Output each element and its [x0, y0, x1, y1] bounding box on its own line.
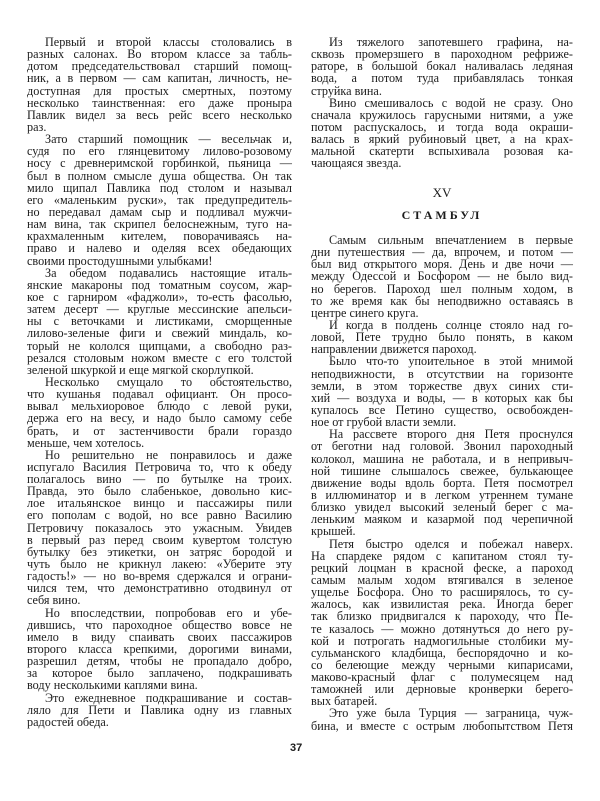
text-line: нам вина, так скрипел белоснежным, туго на-: [27, 217, 292, 232]
text-line: право и налево и оделяя всех обедающих: [27, 241, 292, 256]
text-line: зеленой шкуркой и еще мягкой скорлупкой.: [27, 362, 254, 377]
text-line: неподвижности, в отсутствии на горизонте: [311, 366, 573, 381]
text-line: Из тяжелого запотевшего графина, на-: [329, 35, 573, 49]
text-line: Самым сильным впечатлением в первые: [329, 233, 573, 247]
text-line: На рассвете второго дня Петя проснулся: [329, 427, 573, 442]
text-line: вывал мельхиоровое блюдо с левой руки,: [27, 399, 292, 414]
text-line: Правда, это было слабенькое, довольно кис-: [27, 484, 292, 499]
paragraph: [27, 607, 292, 692]
text-line: ник, а в первом — сам капитан, личность, не-: [27, 71, 292, 86]
text-line: Петя быстро оделся и побежал наверх.: [329, 536, 573, 551]
text-line: Павлик видел за весь рейс всего несколько: [27, 107, 292, 122]
text-line: колокол, машина не работала, и в непривыч-: [311, 451, 573, 466]
text-line: за которое было заплачено, подкрашивать: [27, 666, 292, 681]
text-line: близко увидел высокий зеленый берег с ма-: [311, 500, 573, 515]
text-line: его пополам с водой, но все равно Василию: [27, 508, 292, 523]
text-line: ное от грубой власти земли.: [311, 415, 457, 430]
text-line: дившись, что пароходное общество вовсе не: [27, 617, 292, 632]
text-line: хий — воздуха и воды, — в которых как бы: [311, 390, 573, 405]
text-line: дотом председательствовал старший помощ-: [27, 59, 292, 74]
paragraph: [311, 36, 573, 97]
text-line: испугало Василия Петровича то, что к обеду: [27, 459, 292, 474]
text-line: раторе, в большой бокал наливалась ледяная: [311, 59, 573, 74]
text-line: За обедом подавались настоящие италь-: [45, 265, 292, 280]
text-line: лое итальянское винцо и пассажиры пили: [27, 496, 292, 511]
text-line: таможней или дерновые кронверки берего-: [311, 682, 573, 697]
text-line: самым малым ходом втягивался в зеленое: [311, 572, 573, 587]
text-line: вых батарей.: [311, 694, 378, 709]
text-line: раз.: [27, 119, 47, 134]
text-line: торый не кололся щипцами, а свободно раз-: [27, 338, 292, 353]
text-line: земли, в этом торжестве двух синих сти-: [311, 378, 573, 393]
text-line: ной тишине слышалось свежее, булькающее: [311, 463, 573, 478]
paragraph: [27, 376, 292, 449]
text-line: своими простодушными улыбками!: [27, 253, 213, 268]
text-line: что кушанья подавал официант. Он просо-: [27, 387, 292, 402]
text-line: судя по его глянцевитому лилово-розовому: [27, 144, 292, 159]
paragraph: [27, 267, 292, 376]
text-line: купалось все Петино существо, освобожден-: [311, 402, 573, 417]
text-line: между Одессой и Босфором — не было вид-: [311, 269, 573, 284]
text-line: сквозь промерзшего в пароходном рефриже-: [311, 47, 573, 62]
text-line: бутылку без этикетки, он затряс бородой и: [27, 544, 292, 559]
paragraph: [311, 319, 573, 355]
right-column-top: [311, 36, 573, 170]
text-line: резался столовым ножом вместе с его толстой: [27, 350, 292, 365]
text-line: Это ежедневное подкрашивание и состав-: [45, 690, 292, 705]
text-line: Зато старший помощник — весельчак и,: [45, 132, 292, 147]
text-line: чающаяся звезда.: [311, 156, 402, 171]
text-line: вода, а потом туда прибавлялась тонкая: [311, 71, 573, 86]
text-line: разрешил детям, чтобы не пропадало добро,: [27, 654, 292, 669]
text-line: гадость!» — но во-время сдержался и ограни-: [27, 569, 292, 584]
text-line: мило щипал Павлика под столом и называл: [27, 180, 292, 195]
text-line: направлении движется пароход.: [311, 342, 477, 357]
paragraph: [27, 36, 292, 133]
paragraph: [27, 692, 292, 728]
left-column: [27, 36, 292, 728]
paragraph: [311, 707, 573, 731]
text-line: воду несколькими каплями вина.: [27, 678, 198, 693]
text-line: сначала кружилось гарусными нитями, а уже: [311, 107, 573, 122]
text-line: второго класса крепкими, дорогими винами,: [27, 642, 292, 657]
text-line: бина, и вместе с острым любопытством Петя: [311, 718, 573, 733]
text-line: маково-красный флаг с полумесяцем над: [311, 670, 573, 685]
text-line: затем десерт — круглые мессинские апельси-: [27, 302, 292, 317]
text-line: янские макароны под томатным соусом, жар-: [27, 277, 292, 292]
text-line: радостей обеда.: [27, 714, 109, 729]
text-line: леньким маяком и казармой под черепичной: [311, 512, 573, 527]
paragraph: [311, 428, 573, 537]
text-line: Несколько смущало то обстоятельство,: [45, 374, 292, 389]
text-line: Это уже была Турция — заграница, чуж-: [329, 706, 573, 721]
text-line: На спардеке рядом с капитаном стоял ту-: [311, 548, 573, 563]
text-line: Вино смешивалось с водой не сразу. Оно: [329, 95, 573, 110]
text-line: но берегов. Пароход шел полным ходом, в: [311, 281, 573, 296]
text-line: крахмаленным кителем, поворачиваясь на-: [27, 229, 292, 244]
text-line: ляло для Пети и Павлика одну из главных: [27, 702, 292, 717]
text-line: кое с гарниром «фаджоли», то-есть фасолью,: [27, 289, 292, 304]
text-line: струйка вина.: [311, 83, 382, 98]
text-line: со белеющие между черными кипарисами,: [311, 657, 573, 672]
text-line: в первый раз перед своим кувертом толстую: [27, 532, 292, 547]
paragraph: [311, 355, 573, 428]
right-column-bottom: [311, 234, 573, 732]
text-line: рецкий лоцман в красной феске, а пароход: [311, 560, 573, 575]
text-line: жалось, как извилистая река. Иногда берег: [311, 597, 573, 612]
text-line: разных салонах. Во втором классе за табль-: [27, 47, 292, 62]
text-line: ны с веточками и листиками, сморщенные: [27, 314, 292, 329]
text-line: крышей.: [311, 524, 356, 539]
text-line: так близко придвигался к пароходу, что Пе-: [311, 609, 573, 624]
text-line: от беготни над головой. Звонил пароходный: [311, 439, 573, 454]
text-line: И когда в полдень солнце стояло над го-: [329, 317, 573, 332]
paragraph: [27, 133, 292, 267]
text-line: носу с древнеримской горбинкой, пьяница —: [27, 156, 292, 171]
chapter-title: СТАМБУЛ: [401, 208, 483, 222]
text-line: сульманского кладбища, беспорядочно и ко-: [311, 645, 573, 660]
paragraph: [311, 538, 573, 708]
text-line: валась в яркий рубиновый цвет, а на крах-: [311, 132, 573, 147]
text-line: Было что-то упоительное в этой мнимой: [329, 354, 573, 369]
text-line: мальной скатерти вспыхивала розовая ка-: [311, 144, 573, 159]
text-line: был вид открытого моря. День и две ночи —: [311, 257, 573, 272]
text-line: держа его на весу, и надо было самому себе: [27, 411, 292, 426]
paragraph: [311, 234, 573, 319]
text-line: ущелье Босфора. Оно то расширялось, то су-: [311, 585, 573, 600]
text-line: его «маленьким руски», так предупредитель-: [27, 192, 292, 207]
text-line: Первый и второй классы столовались в: [45, 35, 292, 49]
text-line: ловой, Пете трудно было понять, в каком: [311, 330, 573, 345]
text-line: Петровичу показалось это ужасным. Увидев: [27, 520, 292, 535]
text-line: Но впоследствии, попробовав его и убе-: [45, 605, 292, 620]
text-line: центре синего круга.: [311, 305, 419, 320]
text-line: чился тем, что демонстративно отодвинул от: [27, 581, 292, 596]
text-line: потом распускалось, и тогда вода окраши-: [311, 119, 573, 134]
text-line: чуть было не крикнул лакею: «Уберите эту: [27, 557, 292, 572]
text-line: но передавал дамам сыр и подливал мужчи-: [27, 204, 292, 219]
text-line: несколько таинственная: его даже проныра: [27, 95, 292, 110]
text-line: меньше, чем хотелось.: [27, 435, 145, 450]
text-line: был в полном смысле душа общества. Он так: [27, 168, 292, 183]
text-line: Но решительно не понравилось и даже: [45, 447, 292, 462]
text-line: дни путешествия — да, впрочем, и потом —: [311, 245, 573, 260]
paragraph: [311, 97, 573, 170]
text-line: доступная для простых смертных, поэтому: [27, 83, 292, 98]
text-line: то же время как бы неподвижно оставаясь в: [311, 293, 573, 308]
text-line: брать, и от застенчивости брали гораздо: [27, 423, 292, 438]
text-line: кой и потрогать надмогильные столбики му-: [311, 633, 573, 648]
text-line: движение воды вдоль борта. Петя посмотрел: [311, 475, 573, 490]
text-line: себя вино.: [27, 593, 81, 608]
text-line: в иллюминатор и в легком утреннем тумане: [311, 487, 573, 502]
text-line: имело в виду спаивать своих пассажиров: [27, 629, 292, 644]
page-number: 37: [290, 742, 303, 754]
text-line: те казалось — можно дотянуться до него ру-: [311, 621, 573, 636]
paragraph: [27, 449, 292, 607]
text-line: лилово-зеленые фиги и свежий миндаль, ко-: [27, 326, 292, 341]
text-line: полагалось вино — по бутылке на троих.: [27, 472, 292, 487]
chapter-number: XV: [432, 185, 452, 200]
